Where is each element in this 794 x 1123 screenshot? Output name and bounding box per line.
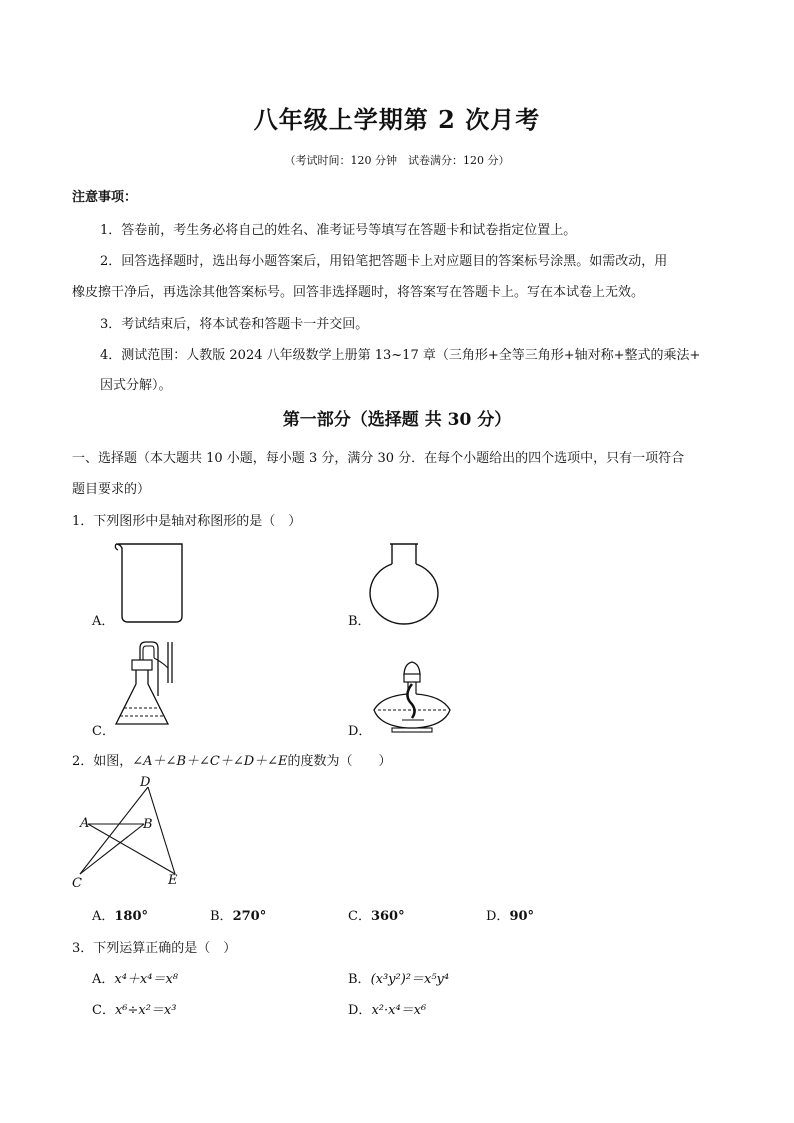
page-title: 八年级上学期第 2 次月考	[253, 105, 541, 134]
notice-heading: 注意事项：	[72, 190, 138, 205]
q2-option-c[interactable]: C．360°	[348, 909, 405, 924]
q3-option-b[interactable]: B．(x³y²)²＝x⁵y⁴	[348, 972, 450, 987]
notice-item-2-cont: 橡皮擦干净后，再选涂其他答案标号。回答非选择题时，将答案写在答题卡上。写在本试卷上无效。	[72, 285, 645, 300]
q1-option-c[interactable]: C．	[92, 724, 115, 739]
section-intro-cont: 题目要求的）	[72, 482, 151, 497]
exam-info: （考试时间：120 分钟 试卷满分：120 分）	[284, 154, 510, 167]
q2-stem: 2．如图，∠A＋∠B＋∠C＋∠D＋∠E的度数为（ ）	[72, 754, 392, 769]
section-title: 第一部分（选择题 共 30 分）	[282, 410, 512, 430]
q2-option-b[interactable]: B．270°	[210, 909, 267, 924]
q3-option-c[interactable]: C．x⁶÷x²＝x³	[92, 1003, 177, 1018]
notice-item-4-cont: 因式分解）。	[100, 378, 172, 393]
point-label-e: E	[168, 873, 178, 888]
point-label-b: B	[143, 817, 153, 832]
q3-option-d[interactable]: D．x²·x⁴＝x⁶	[348, 1003, 427, 1018]
point-label-d: D	[140, 775, 151, 790]
alcohol-lamp-icon	[368, 654, 458, 736]
q1-stem: 1．下列图形中是轴对称图形的是（ ）	[72, 514, 302, 529]
q2-option-a[interactable]: A．180°	[92, 909, 149, 924]
q1-option-d[interactable]: D．	[348, 724, 372, 739]
beaker-icon	[110, 540, 190, 625]
notice-item-4: 4．测试范围：人教版 2024 八年级数学上册第 13~17 章（三角形+全等三角形+轴对称+整式的乘法+	[100, 348, 701, 363]
q1-option-a[interactable]: A．	[92, 614, 115, 629]
notice-item-1: 1．答卷前，考生务必将自己的姓名、准考证号等填写在答题卡和试卷指定位置上。	[100, 223, 577, 238]
q2-option-d[interactable]: D．90°	[486, 909, 535, 924]
conical-flask-with-tube-icon	[110, 638, 190, 733]
q3-stem: 3．下列运算正确的是（ ）	[72, 941, 237, 956]
notice-item-2: 2．回答选择题时，选出每小题答案后，用铅笔把答题卡上对应题目的答案标号涂黑。如需改动，用	[100, 254, 668, 269]
notice-item-3: 3．考试结束后，将本试卷和答题卡一并交回。	[100, 317, 369, 332]
q3-option-a[interactable]: A．x⁴＋x⁴＝x⁸	[92, 972, 179, 987]
section-intro: 一、选择题（本大题共 10 小题，每小题 3 分，满分 30 分．在每个小题给出的四个选项中，只有一项符合	[72, 451, 685, 466]
q1-option-b[interactable]: B．	[348, 614, 371, 629]
point-label-a: A	[80, 816, 90, 831]
point-label-c: C	[72, 876, 82, 891]
round-flask-icon	[368, 540, 448, 625]
